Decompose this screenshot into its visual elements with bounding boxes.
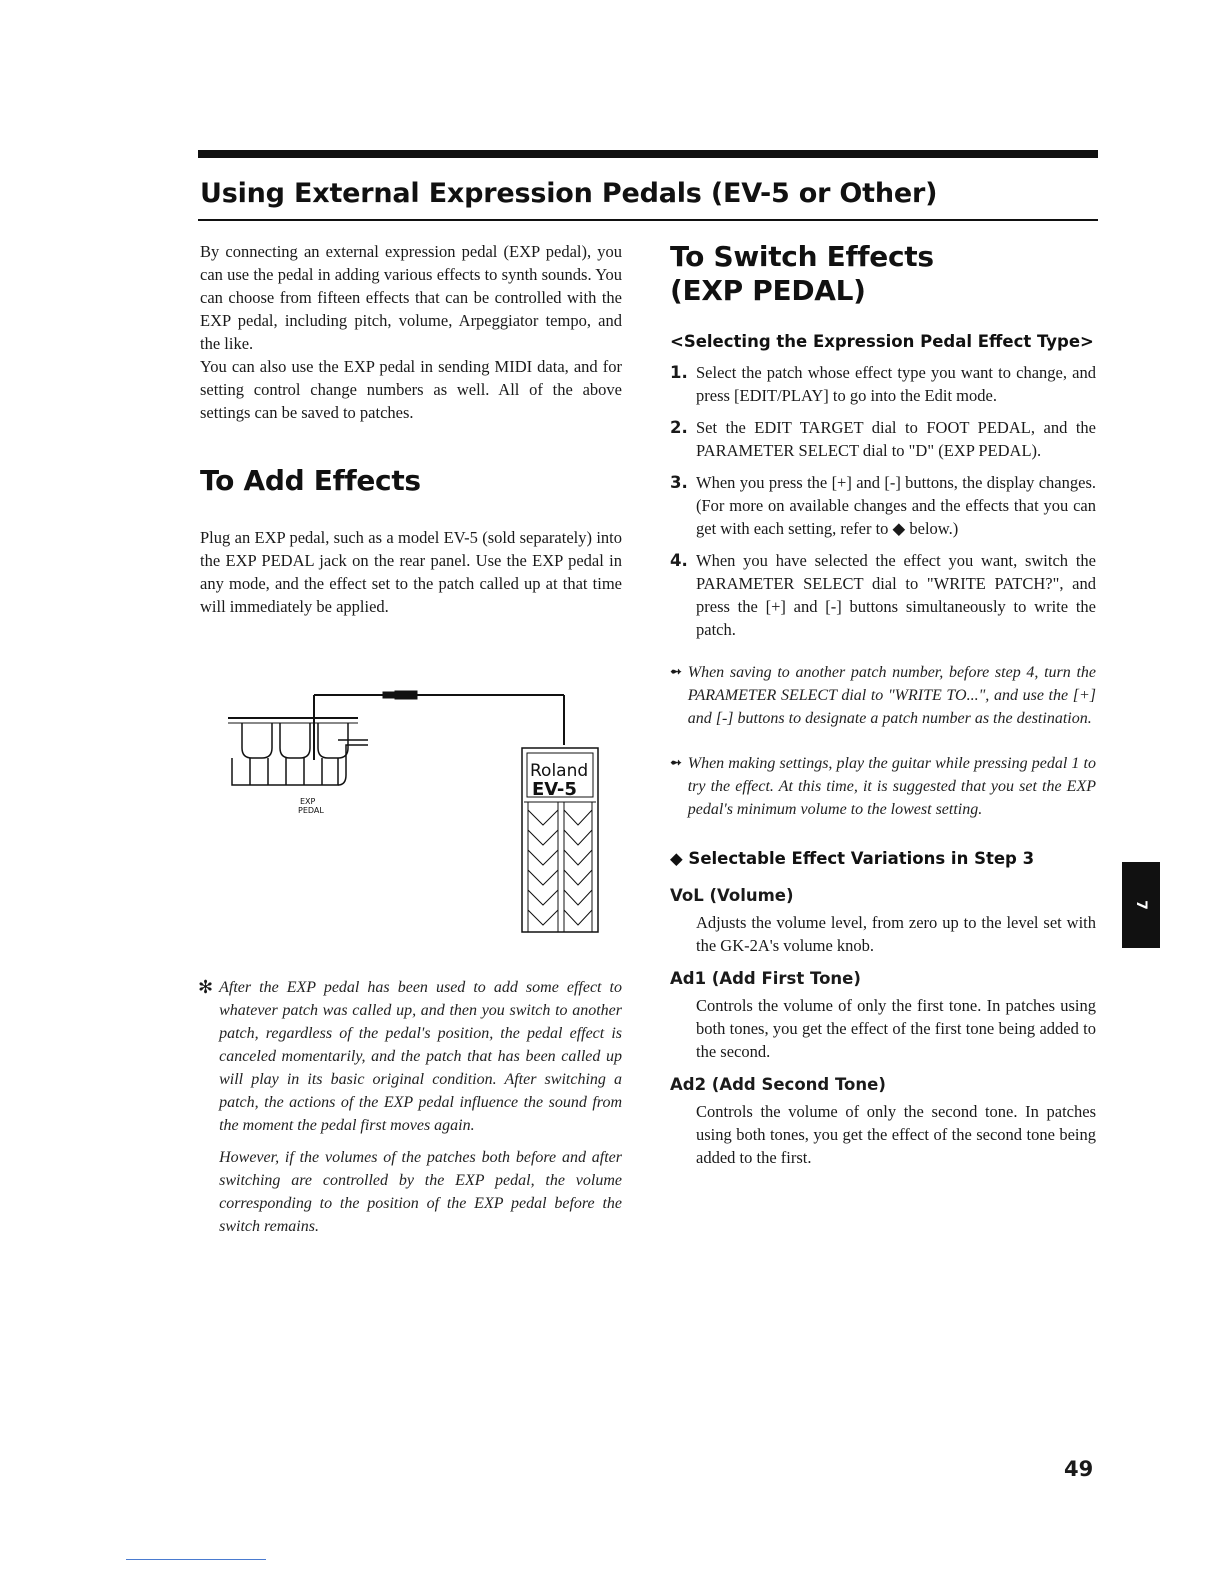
page-title: Using External Expression Pedals (EV-5 or Other): [200, 178, 938, 209]
pedal-model-label: EV-5: [532, 779, 577, 800]
note-asterisk: [198, 976, 622, 1238]
intro-paragraph-1: By connecting an external expression pedal (EXP pedal), you can use the pedal in adding various effects to synth sounds. You can choose from fifteen effects that can be controlled with the EXP pedal, including pitch, volume, Arpeggiator tempo, and the like.: [200, 242, 622, 353]
arrow-note-2: [670, 752, 1096, 821]
ev5-pedal-icon: [522, 748, 598, 932]
step-item: [670, 471, 1096, 540]
note-paragraph-2: However, if the volumes of the patches both before and after switching are controlled by the EXP pedal, the volume corresponding to the position of the EXP pedal before the switch remains.: [219, 1149, 622, 1235]
variation-title: Ad2 (Add Second Tone): [670, 1075, 886, 1094]
switch-effects-heading-1: To Switch Effects: [670, 240, 934, 273]
step-text: Select the patch whose effect type you want to change, and press [EDIT/PLAY] to go into the Edit mode.: [696, 363, 1096, 405]
arrow-note-text-1: When saving to another patch number, before step 4, turn the PARAMETER SELECT dial to "WRITE TO...", and use the [+] and [-] buttons to designate a patch number as the destination.: [687, 664, 1096, 727]
footer-line: [126, 1559, 266, 1560]
chapter-tab: [1122, 862, 1160, 948]
step-item: [670, 416, 1096, 462]
jack-label-pedal: PEDAL: [298, 806, 324, 815]
arrow-icon: ➻: [670, 665, 682, 680]
left-column: [200, 240, 622, 618]
variation-title: Ad1 (Add First Tone): [670, 969, 861, 988]
add-effects-body: Plug an EXP pedal, such as a model EV-5 (sold separately) into the EXP PEDAL jack on the rear panel. Use the EXP pedal in any mode, and the effect set to the patch called up at that time will immediately be applied.: [200, 528, 622, 616]
step-text: When you press the [+] and [-] buttons, the display changes. (For more on available changes and the effects that you can get with each setting, refer to ◆ below.): [696, 473, 1096, 538]
step-number: 2.: [670, 418, 688, 437]
selecting-subheading: <Selecting the Expression Pedal Effect Type>: [670, 332, 1094, 351]
variation-desc: Adjusts the volume level, from zero up to the level set with the GK-2A's volume knob.: [696, 913, 1096, 955]
variations-heading: ◆ Selectable Effect Variations in Step 3: [670, 849, 1035, 868]
pedal-brand-label: Roland: [530, 761, 589, 781]
step-text: Set the EDIT TARGET dial to FOOT PEDAL, and the PARAMETER SELECT dial to "D" (EXP PEDAL).: [696, 418, 1096, 460]
switch-effects-heading-2: (EXP PEDAL): [670, 274, 866, 307]
rear-panel-jacks: [232, 723, 368, 785]
arrow-note-text-2: When making settings, play the guitar while pressing pedal 1 to try the effect. At this time, it is suggested that you set the EXP pedal's minimum volume to the lowest setting.: [687, 755, 1096, 818]
step-number: 1.: [670, 363, 688, 382]
add-effects-heading: To Add Effects: [200, 464, 421, 497]
variation-desc: Controls the volume of only the first tone. In patches using both tones, you get the effect of the first tone being added to the second.: [696, 996, 1096, 1061]
step-text: When you have selected the effect you want, switch the PARAMETER SELECT dial to "WRITE PATCH?", and press the [+] and [-] buttons simultaneously to write the patch.: [696, 551, 1096, 639]
arrow-icon: ➻: [670, 756, 682, 771]
steps-list: [670, 361, 1096, 641]
add-effects-notes: [198, 976, 622, 1238]
chapter-tab-label: 7: [1133, 900, 1149, 910]
title-underline: [198, 219, 1098, 221]
intro-paragraph-2: You can also use the EXP pedal in sending MIDI data, and for setting control change numbers as well. All of the above settings can be saved to patches.: [200, 357, 622, 422]
variations-list: [670, 886, 1096, 1169]
page-number: 49: [1064, 1457, 1094, 1481]
variation-desc: Controls the volume of only the second tone. In patches using both tones, you get the effect of the second tone being added to the first.: [696, 1102, 1096, 1167]
right-column: [670, 240, 1096, 1181]
step-item: [670, 361, 1096, 407]
step-number: 4.: [670, 551, 688, 570]
connection-diagram: [228, 690, 604, 935]
arrow-note-1: [670, 661, 1096, 730]
jack-label-exp: EXP: [300, 797, 316, 806]
step-item: [670, 549, 1096, 641]
note-paragraph-1: After the EXP pedal has been used to add some effect to whatever patch was called up, and then you switch to another patch, regardless of the pedal's position, the pedal effect is canceled momentarily, and the patch that has been called up will play in its basic original condition. After switching a patch, the actions of the EXP pedal influence the sound from the moment the pedal first moves again.: [219, 979, 622, 1134]
variation-title: VoL (Volume): [670, 886, 794, 905]
asterisk-icon: ✻: [198, 977, 214, 997]
header-rule-thick: [198, 150, 1098, 158]
step-number: 3.: [670, 473, 688, 492]
